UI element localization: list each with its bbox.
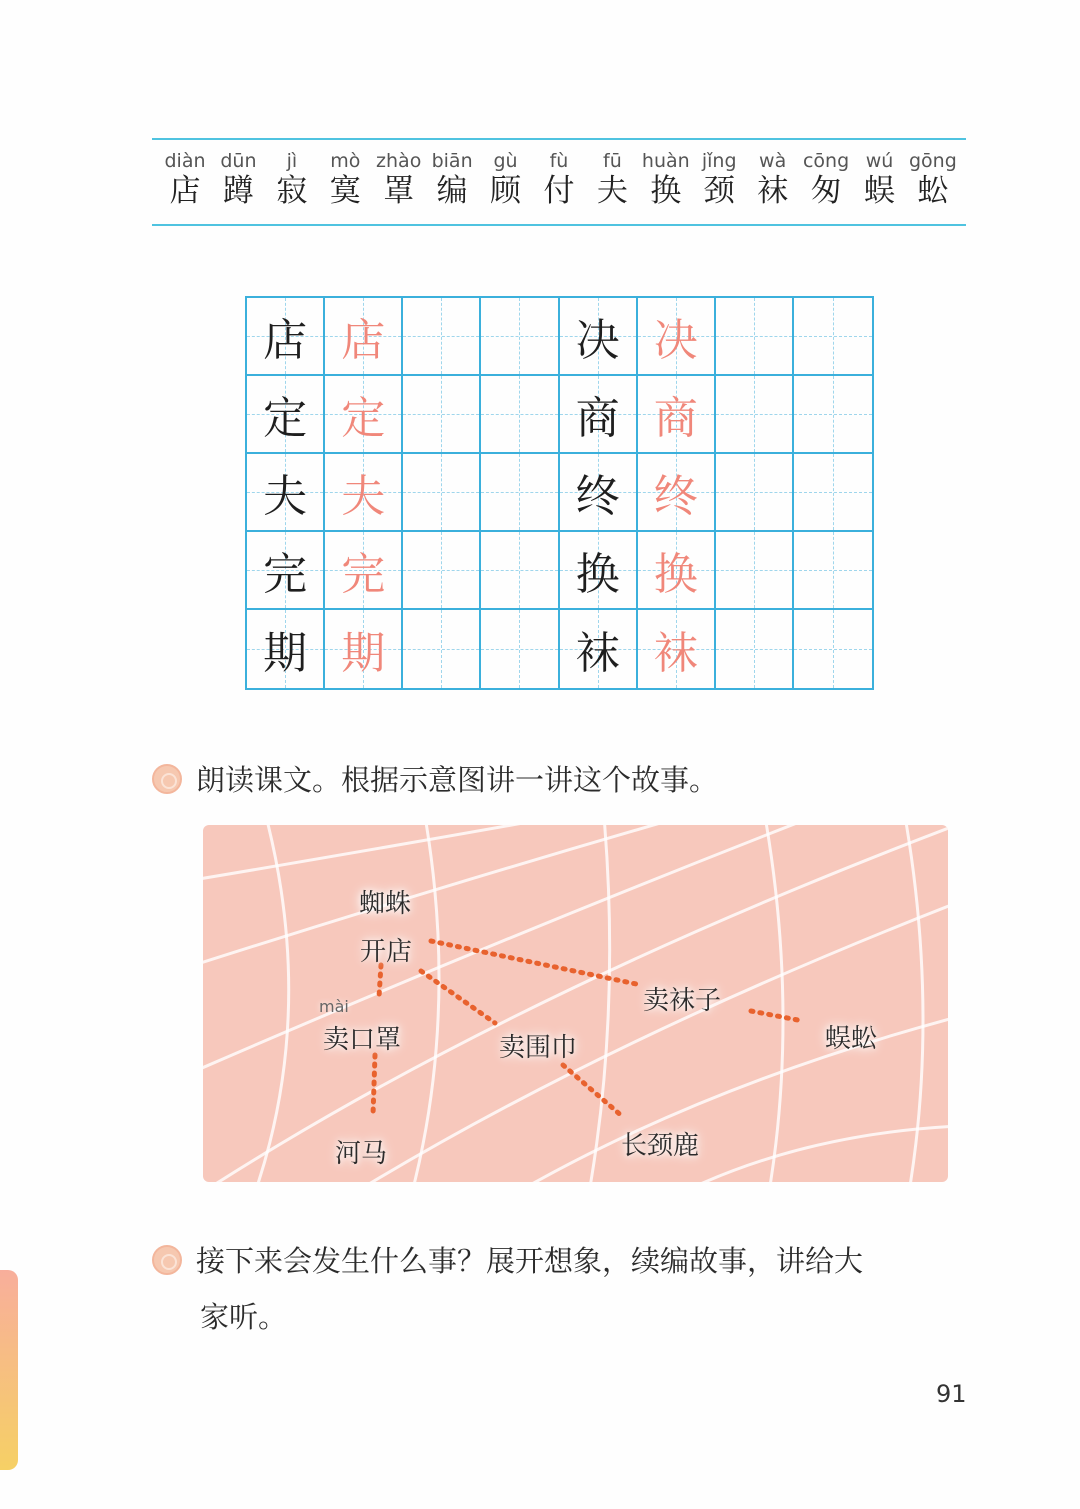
pinyin: gōng xyxy=(909,150,957,172)
model-character: 定 xyxy=(263,393,308,444)
trace-character: 期 xyxy=(341,628,386,679)
pinyin: wà xyxy=(759,150,787,172)
vocab-word xyxy=(427,140,477,224)
grid-cell[interactable] xyxy=(481,376,559,454)
grid-cell[interactable] xyxy=(325,454,403,532)
vocab-word xyxy=(854,140,904,224)
grid-cell[interactable] xyxy=(794,376,872,454)
vocab-word xyxy=(213,140,263,224)
vocab-word xyxy=(801,140,851,224)
model-character: 商 xyxy=(575,393,620,444)
model-character: 夫 xyxy=(263,471,308,522)
hanzi: 蹲 xyxy=(222,173,254,209)
grid-cell[interactable] xyxy=(560,454,638,532)
grid-cell[interactable] xyxy=(325,610,403,688)
hanzi: 匆 xyxy=(810,173,842,209)
vocab-word xyxy=(587,140,637,224)
model-character: 袜 xyxy=(575,628,620,679)
grid-cell[interactable] xyxy=(325,532,403,610)
vocab-word xyxy=(481,140,531,224)
trace-character: 换 xyxy=(653,549,698,600)
node-centipede: 蜈蚣 xyxy=(825,1024,878,1054)
grid-cell[interactable] xyxy=(247,610,325,688)
grid-cell[interactable] xyxy=(794,610,872,688)
vocab-word xyxy=(694,140,744,224)
vocab-word xyxy=(320,140,370,224)
vocab-word xyxy=(267,140,317,224)
pinyin: fū xyxy=(603,150,622,172)
grid-cell[interactable] xyxy=(247,376,325,454)
hanzi: 顾 xyxy=(490,173,522,209)
node-open-shop: 开店 xyxy=(360,937,413,967)
node-sell-scarf: 卖围巾 xyxy=(499,1033,578,1063)
hanzi: 颈 xyxy=(703,173,735,209)
pinyin: cōng xyxy=(802,150,850,172)
model-character: 店 xyxy=(263,315,308,366)
grid-cell[interactable] xyxy=(403,610,481,688)
trace-character: 商 xyxy=(653,393,698,444)
grid-cell[interactable] xyxy=(325,376,403,454)
vocab-strip xyxy=(152,138,966,226)
instruction-2 xyxy=(152,1233,863,1345)
grid-cell[interactable] xyxy=(481,532,559,610)
hanzi: 袜 xyxy=(757,173,789,209)
pinyin: diàn xyxy=(164,150,206,172)
vocab-word xyxy=(160,140,210,224)
hanzi: 付 xyxy=(543,173,575,209)
link-shop-socks xyxy=(431,941,641,985)
grid-cell[interactable] xyxy=(560,610,638,688)
grid-cell[interactable] xyxy=(638,298,716,376)
pinyin: gù xyxy=(493,150,518,172)
grid-cell[interactable] xyxy=(325,298,403,376)
link-shop-mask xyxy=(379,965,381,997)
pinyin: dūn xyxy=(220,150,257,172)
trace-character: 店 xyxy=(341,315,386,366)
hanzi: 换 xyxy=(650,173,682,209)
hanzi: 蚣 xyxy=(917,173,949,209)
link-shop-scarf xyxy=(421,971,495,1023)
grid-cell[interactable] xyxy=(638,454,716,532)
pinyin: wú xyxy=(865,150,894,172)
grid-cell[interactable] xyxy=(638,532,716,610)
grid-cell[interactable] xyxy=(716,532,794,610)
grid-cell[interactable] xyxy=(560,376,638,454)
pinyin: zhào xyxy=(376,150,422,172)
node-mask-pinyin: mài xyxy=(319,997,349,1016)
model-character: 终 xyxy=(575,471,620,522)
trace-character: 完 xyxy=(341,549,386,600)
model-character: 换 xyxy=(575,549,620,600)
grid-cell[interactable] xyxy=(794,298,872,376)
bullet-icon xyxy=(152,1245,182,1275)
node-sell-mask: 卖口罩 xyxy=(323,1025,402,1055)
trace-character: 终 xyxy=(653,471,698,522)
grid-cell[interactable] xyxy=(638,376,716,454)
grid-cell[interactable] xyxy=(247,454,325,532)
node-sell-socks: 卖袜子 xyxy=(643,986,722,1016)
trace-character: 定 xyxy=(341,393,386,444)
story-links xyxy=(203,825,948,1182)
instruction-1 xyxy=(152,758,718,799)
page-number: 91 xyxy=(936,1380,967,1408)
instruction-2-line2: 家听。 xyxy=(200,1300,288,1334)
vocab-word xyxy=(534,140,584,224)
grid-cell[interactable] xyxy=(403,454,481,532)
grid-cell[interactable] xyxy=(481,454,559,532)
trace-character: 决 xyxy=(653,315,698,366)
grid-cell[interactable] xyxy=(794,532,872,610)
instruction-2-line1: 接下来会发生什么事？展开想象，续编故事，讲给大 xyxy=(196,1244,864,1278)
vocab-word xyxy=(908,140,958,224)
trace-character: 袜 xyxy=(653,628,698,679)
grid-cell[interactable] xyxy=(638,610,716,688)
bullet-icon xyxy=(152,764,182,794)
hanzi: 罩 xyxy=(383,173,415,209)
trace-character: 夫 xyxy=(341,471,386,522)
node-giraffe: 长颈鹿 xyxy=(621,1131,700,1161)
grid-cell[interactable] xyxy=(481,298,559,376)
model-character: 期 xyxy=(263,628,308,679)
node-spider: 蜘蛛 xyxy=(359,889,412,919)
grid-cell[interactable] xyxy=(247,532,325,610)
instruction-1-text: 朗读课文。根据示意图讲一讲这个故事。 xyxy=(196,763,719,797)
link-mask-hippo xyxy=(373,1055,375,1115)
grid-cell[interactable] xyxy=(247,298,325,376)
side-decoration xyxy=(0,1270,18,1470)
grid-cell[interactable] xyxy=(716,610,794,688)
vocab-word xyxy=(374,140,424,224)
hanzi: 编 xyxy=(436,173,468,209)
grid-cell[interactable] xyxy=(481,610,559,688)
grid-cell[interactable] xyxy=(716,454,794,532)
pinyin: jǐng xyxy=(701,150,737,172)
grid-cell[interactable] xyxy=(716,376,794,454)
grid-cell[interactable] xyxy=(403,532,481,610)
hanzi: 蜈 xyxy=(863,173,895,209)
grid-cell[interactable] xyxy=(560,532,638,610)
grid-cell[interactable] xyxy=(794,454,872,532)
vocab-word xyxy=(748,140,798,224)
model-character: 决 xyxy=(575,315,620,366)
link-scarf-giraffe xyxy=(563,1065,623,1117)
hanzi: 寂 xyxy=(276,173,308,209)
writing-grid xyxy=(245,296,874,690)
hanzi: 寞 xyxy=(329,173,361,209)
grid-cell[interactable] xyxy=(403,298,481,376)
grid-cell[interactable] xyxy=(560,298,638,376)
pinyin: biān xyxy=(431,150,473,172)
hanzi: 夫 xyxy=(596,173,628,209)
pinyin: fù xyxy=(549,150,569,172)
pinyin: huàn xyxy=(641,150,690,172)
model-character: 完 xyxy=(263,549,308,600)
story-map xyxy=(203,825,948,1182)
node-hippo: 河马 xyxy=(335,1139,388,1169)
pinyin: jì xyxy=(286,150,298,172)
grid-cell[interactable] xyxy=(403,376,481,454)
hanzi: 店 xyxy=(169,173,201,209)
grid-cell[interactable] xyxy=(716,298,794,376)
vocab-word xyxy=(641,140,691,224)
link-socks-centipede xyxy=(751,1011,803,1021)
pinyin: mò xyxy=(330,150,361,172)
